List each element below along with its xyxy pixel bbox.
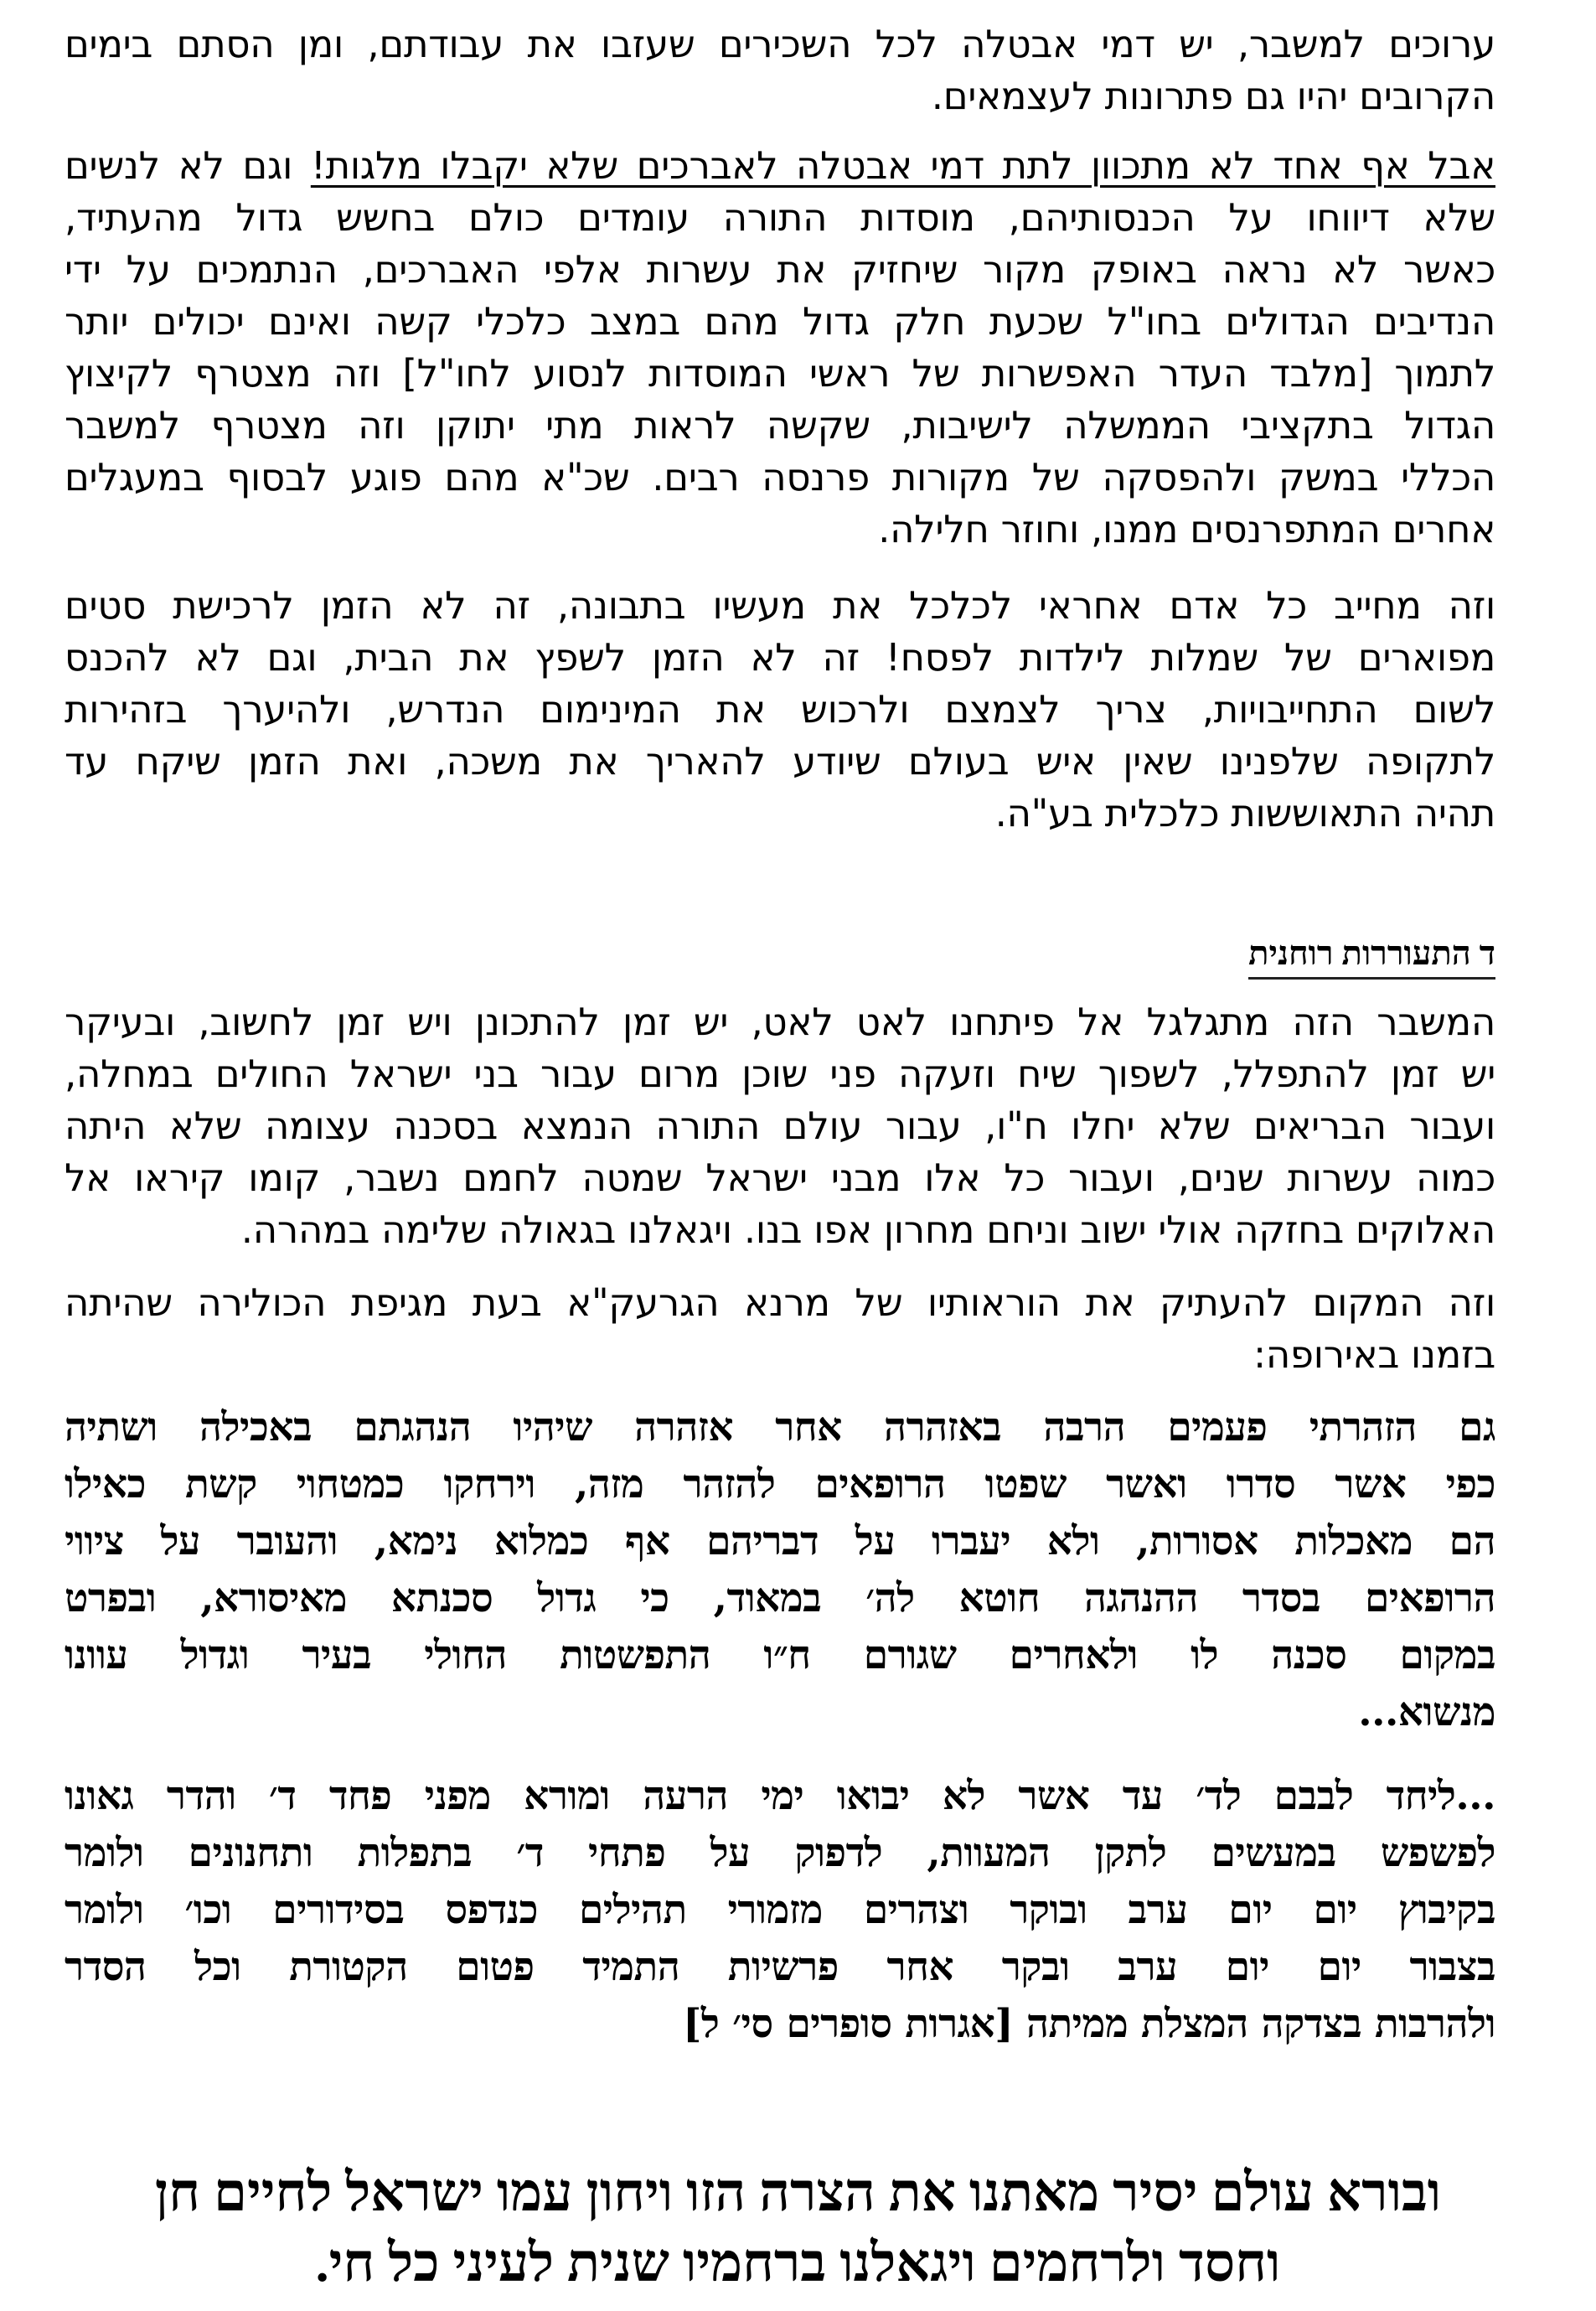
text-line: אחרים המתפרנסים ממנו, וחוזר חלילה. <box>878 507 1495 551</box>
text-line: כאשר לא נראה באופק מקור שיחזיק את עשרות אלפי האברכים, הנתמכים על ידי <box>65 247 1495 292</box>
text-line: האלוקים בחזקה אולי ישוב וניחם מחרון אפו בנו. ויגאלנו בגאולה שלימה במהרה. <box>240 1207 1495 1252</box>
quote-line: הרופאים בסדר ההנהגה חוטא לה׳ במאוד, כי גדול סכנתא מאיסורא, ובפרט <box>65 1575 1495 1621</box>
text-fragment: וגם לא לנשים <box>65 143 311 188</box>
closing-blessing <box>0 2158 1596 2298</box>
paragraph-quote-intro <box>65 1277 1495 1381</box>
quote-line: בקיבוץ יום יום ערב ובוקר וצהרים מזמורי תהילים כנדפס בסידורים וכו׳ ולומר <box>65 1887 1495 1933</box>
closing-line: ובורא עולם יסיר מאתנו את הצרה הזו ויחון עמו ישראל לחיים חן <box>154 2163 1442 2222</box>
text-line: יש זמן להתפלל, לשפוך שיח וזעקה פני שוכן מרום עבור בני ישראל החולים במחלה, <box>65 1052 1495 1096</box>
quote-line: ...ליחד לבבם לד׳ עד אשר לא יבואו ימי הרעה ומורא מפני פחד ד׳ והדר גאונו <box>65 1773 1495 1819</box>
quote-line: במקום סכנה לו ולאחרים שגורם ח״ו התפשטות החולי בעיר וגדול עוונו <box>65 1632 1495 1678</box>
closing-line: וחסד ולרחמים ויגאלנו ברחמיו שנית לעיני כל חי. <box>315 2233 1281 2293</box>
paragraph-responsibility <box>65 580 1495 840</box>
quote-block-repentance <box>65 1768 1495 2053</box>
text-line: הכללי במשק ולהפסקה של מקורות פרנסה רבים. שכ"א מהם פוגע לבסוף במעגלים <box>65 455 1495 499</box>
quote-line: בצבור יום יום ערב ובקר אחר פרשיות התמיד פטום הקטורת וכל הסדר <box>65 1944 1495 1990</box>
text-line: הגדול בתקציבי הממשלה לישיבות, שקשה לראות מתי יתוקן וזה מצטרף למשבר <box>65 403 1495 447</box>
text-line: המשבר הזה מתגלגל אל פיתחנו לאט לאט, יש זמן להתכונן ויש זמן לחשוב, ובעיקר <box>65 1000 1495 1044</box>
text-line: לשום התחייבויות, צריך לצמצם ולרכוש את המינימום הנדרש, ולהיערך בזהירות <box>65 687 1495 732</box>
quote-line: כפי אשר סדרו ואשר שפטו הרופאים להזהר מזה, וירחקו כמטחוי קשת כאילו <box>65 1461 1495 1507</box>
text-line: ערוכים למשבר, יש דמי אבטלה לכל השכירים שעזבו את עבודתם, ומן הסתם בימים <box>65 22 1495 66</box>
text-line: כמוה עשרות שנים, ועבור כל אלו מבני ישראל שמטה לחמם נשבר, קומו קיראו אל <box>65 1156 1495 1200</box>
text-line: לתקופה שלפנינו שאין איש בעולם שיודע להאריך את משכה, ואת הזמן שיקח עד <box>65 739 1495 783</box>
text-line: שלא דיווחו על הכנסותיהם, מוסדות התורה עומדים כולם בחשש גדול מהעתיד, <box>65 195 1495 240</box>
quote-line: ולהרבות בצדקה המצלת ממיתה [אגרות סופרים סי׳ ל] <box>683 2001 1495 2047</box>
quote-line: מנשוא... <box>1358 1689 1495 1735</box>
text-line: ועבור הבריאים שלא יחלו ח"ו, עבור עולם התורה הנמצא בסכנה עצומה שלא היתה <box>65 1104 1495 1148</box>
underlined-emphasis: אבל אף אחד לא מתכוון לתת דמי אבטלה לאברכים שלא יקבלו מלגות! <box>310 143 1495 188</box>
quote-block-warning <box>65 1399 1495 1741</box>
quote-line: הם מאכלות אסורות, ולא יעברו על דבריהם אף כמלוא נימא, והעובר על ציווי <box>65 1518 1495 1564</box>
section-heading: ד התעוררות רוחנית <box>1248 932 1495 980</box>
text-line: הקרובים יהיו גם פתרונות לעצמאים. <box>931 74 1495 118</box>
text-line: וזה המקום להעתיק את הוראותיו של מרנא הגרעק"א בעת מגיפת הכולירה שהיתה <box>65 1280 1495 1325</box>
text-line: תהיה התאוששות כלכלית בע"ה. <box>994 791 1495 835</box>
text-line: מפוארים של שמלות לילדות לפסח! זה לא הזמן לשפץ את הבית, וגם לא להכנס <box>65 635 1495 680</box>
paragraph-prayer <box>65 996 1495 1256</box>
text-line: לתמוך [מלבד העדר האפשרות של ראשי המוסדות לנסוע לחו"ל] וזה מצטרף לקיצוץ <box>65 351 1495 396</box>
text-line <box>65 140 1495 192</box>
quote-line: לפשפש במעשים לתקן המעוות, לדפוק על פתחי ד׳ בתפלות ותחנונים ולומר <box>65 1830 1495 1876</box>
paragraph-unemployment <box>65 18 1495 122</box>
quote-line: גם הזהרתי פעמים הרבה באזהרה אחר אזהרה שיהיו הנהגתם באכילה ושתיה <box>65 1404 1495 1450</box>
paragraph-avreichim <box>65 140 1495 556</box>
text-line: הנדיבים הגדולים בחו"ל שכעת חלק גדול מהם במצב כלכלי קשה ואינם יכולים יותר <box>65 299 1495 344</box>
text-line: בזמנו באירופה: <box>1253 1332 1495 1377</box>
text-line: וזה מחייב כל אדם אחראי לכלכל את מעשיו בתבונה, זה לא הזמן לרכישת סטים <box>65 583 1495 628</box>
